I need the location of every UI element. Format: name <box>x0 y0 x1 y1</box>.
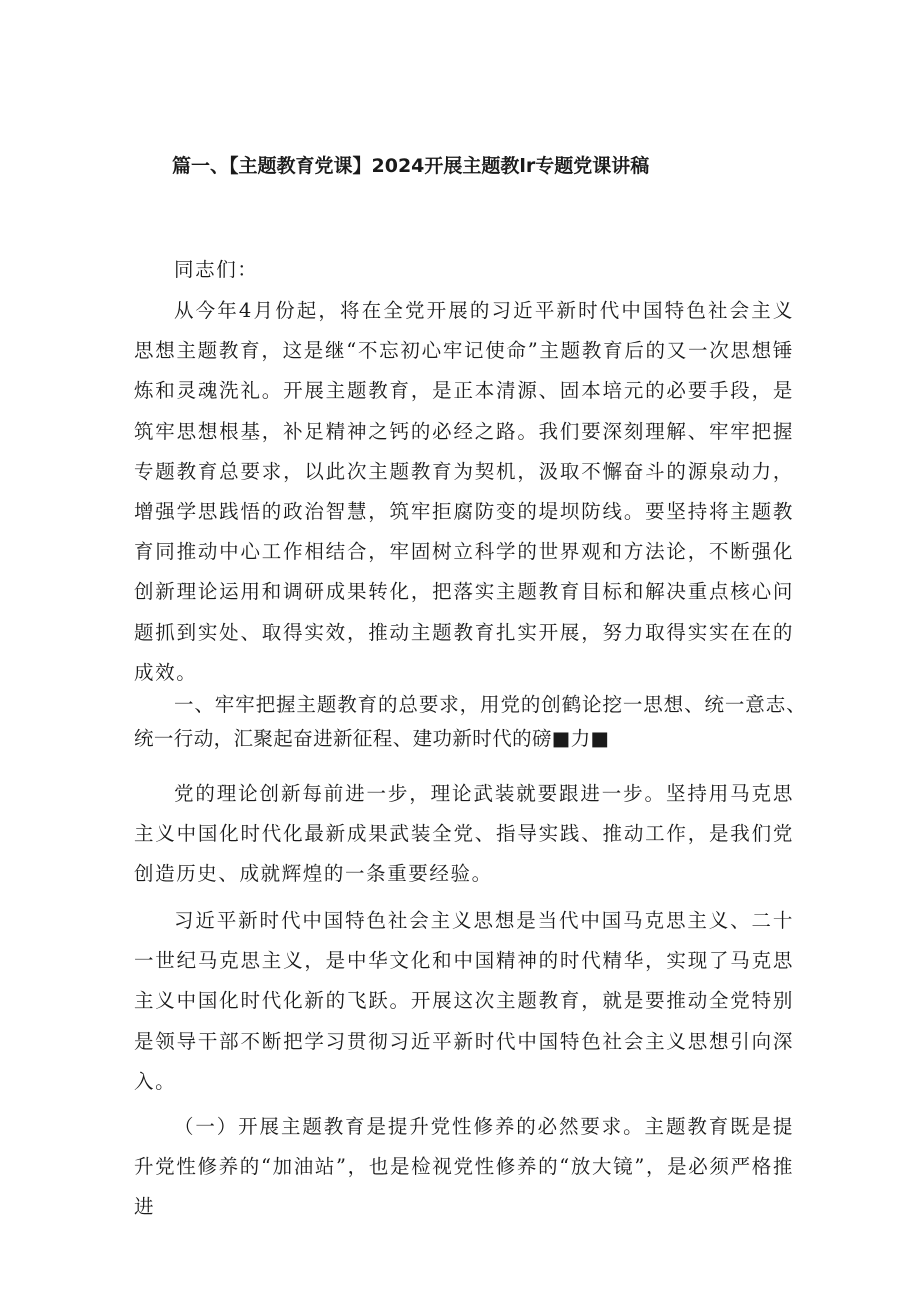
paragraph-intro: 从今年4月份起，将在全党开展的习近平新时代中国特色社会主义思想主题教育，这是继“不忘初心牢记使命”主题教育后的又一次思想锤炼和灵魂洗礼。开展主题教育，是正本清源、固本培元的必要手段，是筑牢思想根基，补足精神之钙的必经之路。我们要深刻理解、牢牢把握专题教育总要求，以此次主题教育为契机，汲取不懈奋斗的源泉动力，增强学思践悟的政治智慧，筑牢拒腐防变的堤坝防线。要坚持将主题教育同推动中心工作相结合，牢固树立科学的世界观和方法论，不断强化创新理论运用和调研成果转化，把落实主题教育目标和解决重点核心问题抓到实处、取得实效，推动主题教育扎实开展，努力取得实实在在的成效。 <box>134 299 794 684</box>
paragraph-thought: 习近平新时代中国特色社会主义思想是当代中国马克思主义、二十一世纪马克思主义，是中华文化和中国精神的时代精华，实现了马克思主义中国化时代化新的飞跃。开展这次主题教育，就是要推动全党特别是领导干部不断把学习贯彻习近平新时代中国特色社会主义思想引向深入。 <box>134 909 794 1093</box>
section-heading-1: 一、牢牢把握主题教育的总要求，用党的创鹤论挖一思想、统一意志、统一行动，汇聚起奋进新征程、建功新时代的磅■力■ <box>134 693 806 750</box>
paragraph-theory: 党的理论创新每前进一步，理论武装就要跟进一步。坚持用马克思主义中国化时代化最新成果武装全党、指导实践、推动工作，是我们党创造历史、成就辉煌的一条重要经验。 <box>134 782 794 886</box>
paragraph-subsection-1: （一）开展主题教育是提升党性修养的必然要求。主题教育既是提升党性修养的“加油站”，也是检视党性修养的“放大镜”，是必须严格推进 <box>134 1115 794 1219</box>
document-title: 篇一、【主题教育党课】2024开展主题教lr专题党课讲稿 <box>172 155 650 177</box>
greeting: 同志们： <box>174 258 259 281</box>
